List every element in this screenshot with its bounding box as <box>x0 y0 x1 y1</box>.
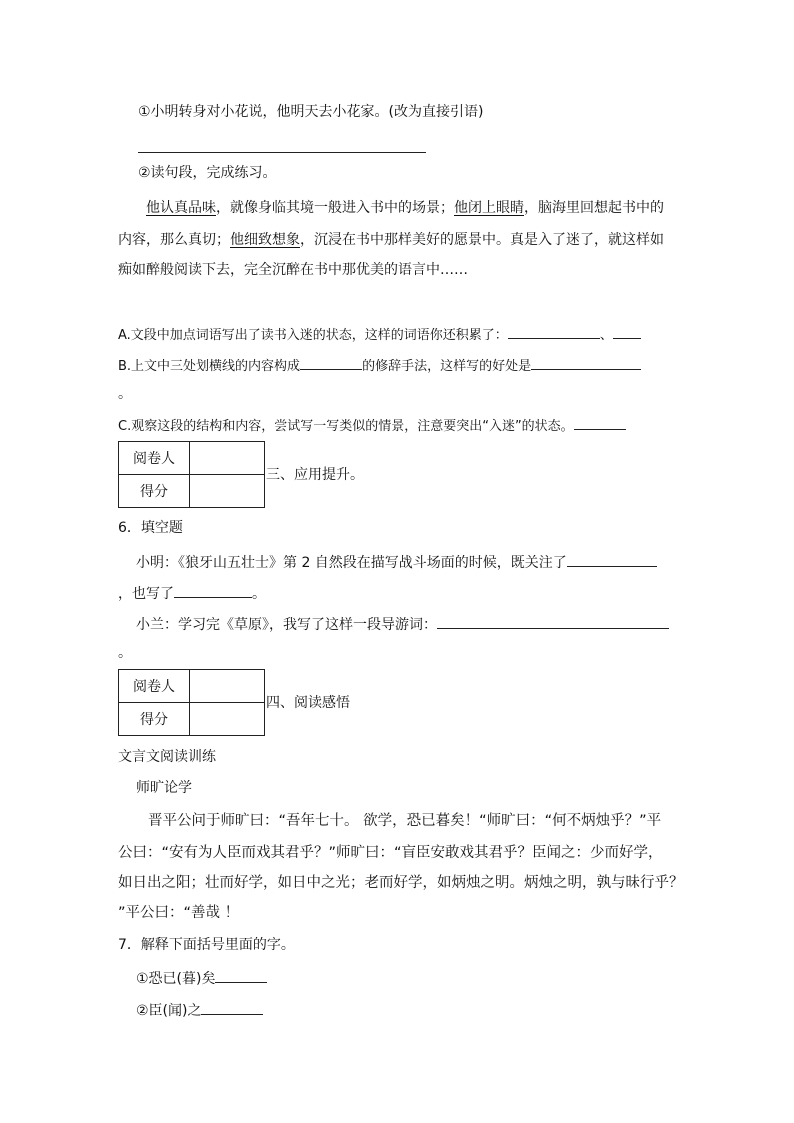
q5-paragraph-line-3: 痴如醉般阅读下去，完全沉醉在书中那优美的语言中…… <box>118 262 468 278</box>
q7-item-2: ②臣(闻)之 <box>136 999 263 1021</box>
score-label: 得分 <box>119 475 190 508</box>
q6-line-1: 小明：《狼牙山五壮士》第 2 自然段在描写战斗场面的时候，既关注了 <box>136 551 657 573</box>
q7-blank-2[interactable] <box>201 999 263 1015</box>
reading-line-3: 如日出之阳；壮而好学，如日中之光；老而好学，如炳烛之明。炳烛之明，孰与昧行乎？ <box>118 875 684 891</box>
underlined-phrase-2: 他闭上眼睛 <box>454 200 524 216</box>
reviewer-label: 阅卷人 <box>119 670 190 703</box>
reading-line-2: 公曰：“安有为人臣而戏其君乎？”师旷曰：“盲臣安敢戏其君乎？臣闻之：少而好学， <box>118 845 663 861</box>
q5-sub-a: A.文段中加点词语写出了读书入迷的状态，这样的词语你还积累了： 、 <box>118 323 641 346</box>
score-cell[interactable] <box>190 475 265 508</box>
score-label: 得分 <box>119 703 190 736</box>
q6-title: 6．填空题 <box>118 520 183 536</box>
q6-blank-3[interactable] <box>437 613 669 629</box>
reading-title: 师旷论学 <box>136 780 192 796</box>
sub-a-blank-1[interactable] <box>508 323 600 339</box>
underlined-phrase-3: 他细致想象 <box>230 232 300 248</box>
q6-blank-2[interactable] <box>174 582 252 598</box>
q5-sub-c: C.观察这段的结构和内容，尝试写一写类似的情景，注意要突出“入迷”的状态。 <box>118 414 626 437</box>
reviewer-cell[interactable] <box>190 442 265 475</box>
score-table-2 <box>118 669 265 736</box>
section-4-heading: 四、阅读感悟 <box>266 695 350 711</box>
sub-a-blank-2[interactable] <box>613 323 641 339</box>
underlined-phrase-1: 他认真品味 <box>146 200 216 216</box>
q5-paragraph-line-2: 内容，那么真切；他细致想象，沉浸在书中那样美好的愿景中。真是入了迷了，就这样如 <box>118 232 664 248</box>
section-3-heading: 三、应用提升。 <box>266 467 364 483</box>
reading-line-4: ”平公曰：“善哉 ！ <box>118 905 240 921</box>
reading-heading: 文言文阅读训练 <box>118 749 216 765</box>
sub-c-blank[interactable] <box>574 414 626 430</box>
q7-item-1: ①恐已(暮)矣 <box>136 967 267 989</box>
q5-item1: ①小明转身对小花说，他明天去小花家。(改为直接引语) <box>138 104 484 120</box>
q6-line-3: 小兰：学习完《草原》，我写了这样一段导游词： <box>136 613 669 635</box>
score-cell[interactable] <box>190 703 265 736</box>
q7-title: 7．解释下面括号里面的字。 <box>118 937 295 953</box>
q6-line-4: 。 <box>118 645 132 661</box>
reading-line-1: 晋平公问于师旷曰：“吾年七十。 欲学，恐已暮矣！“师旷曰：“何不炳烛乎？”平 <box>148 813 662 829</box>
reviewer-label: 阅卷人 <box>119 442 190 475</box>
q5-sub-b: B.上文中三处划横线的内容构成 的修辞手法，这样写的好处是 <box>118 354 641 377</box>
sub-b-blank-1[interactable] <box>300 354 362 370</box>
q6-blank-1[interactable] <box>567 551 657 567</box>
q5-item2: ②读句段，完成练习。 <box>138 165 277 181</box>
q5-sub-b-end: 。 <box>118 386 132 402</box>
score-table-1 <box>118 441 265 508</box>
q6-line-2: ，也写了 。 <box>118 582 266 604</box>
reviewer-cell[interactable] <box>190 670 265 703</box>
q5-item1-answer-line[interactable] <box>138 152 426 153</box>
q7-blank-1[interactable] <box>215 967 267 983</box>
q5-paragraph-line-1: 他认真品味，就像身临其境一般进入书中的场景；他闭上眼睛，脑海里回想起书中的 <box>146 200 664 216</box>
sub-b-blank-2[interactable] <box>531 354 641 370</box>
